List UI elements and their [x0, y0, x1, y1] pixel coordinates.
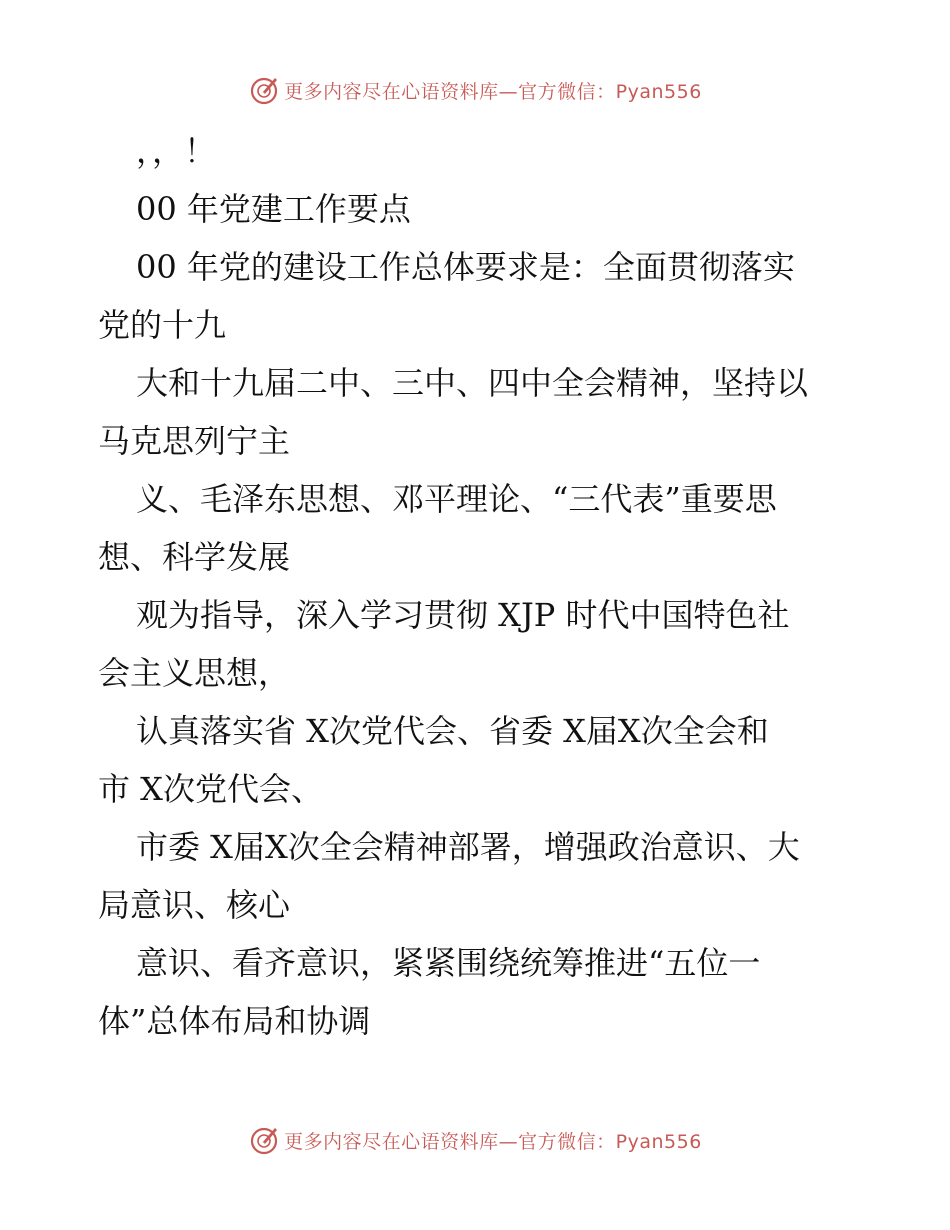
- text-line: 马克思列宁主: [98, 422, 291, 460]
- watermark-text: 更多内容尽在心语资料库—官方微信：Pyan556: [284, 80, 702, 103]
- text-line: ，，！: [136, 132, 217, 170]
- text-line: 观为指导，深入学习贯彻 XJP 时代中国特色社: [136, 596, 790, 634]
- watermark-header: [0, 70, 950, 110]
- watermark-text: 更多内容尽在心语资料库—官方微信：Pyan556: [284, 1130, 702, 1153]
- pen-nib-logo-icon: [248, 74, 280, 106]
- text-line: 义、毛泽东思想、邓平理论、“三代表”重要思: [136, 480, 777, 518]
- text-line: 意识、看齐意识，紧紧围绕统筹推进“五位一: [136, 944, 761, 982]
- text-line: 大和十九届二中、三中、四中全会精神，坚持以: [136, 364, 809, 402]
- document-body: [98, 122, 868, 1050]
- text-line: 体”总体布局和协调: [98, 1002, 371, 1040]
- text-line: 00 年党的建设工作总体要求是：全面贯彻落实: [136, 248, 795, 286]
- section-heading: 00 年党建工作要点: [136, 190, 411, 228]
- text-line: 市 X次党代会、: [98, 770, 323, 808]
- text-line: 党的十九: [98, 306, 227, 344]
- text-line: 认真落实省 X次党代会、省委 X届X次全会和: [136, 712, 769, 750]
- watermark-footer: [0, 1120, 950, 1160]
- text-line: 局意识、核心: [98, 886, 291, 924]
- text-line: 会主义思想，: [98, 654, 291, 692]
- pen-nib-logo-icon: [248, 1124, 280, 1156]
- text-line: 市委 X届X次全会精神部署，增强政治意识、大: [136, 828, 800, 866]
- text-line: 想、科学发展: [98, 538, 291, 576]
